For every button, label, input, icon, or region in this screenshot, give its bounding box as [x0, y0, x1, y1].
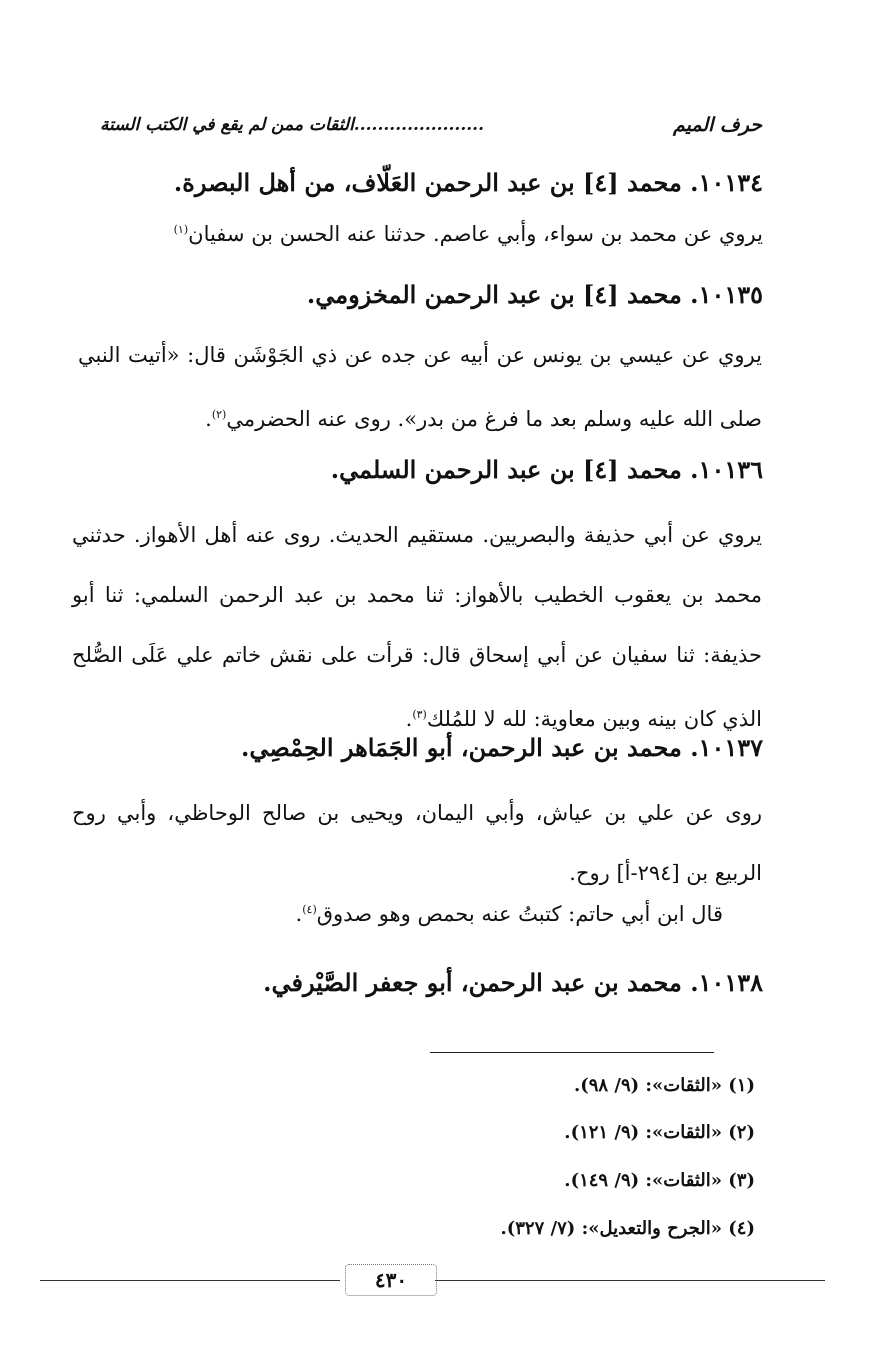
- entry-text-10137: روى عن علي بن عياش، وأبي اليمان، ويحيى بن صالح الوحاظي، وأبي روح الربيع بن [٢٩٤-أ] روح.: [72, 801, 762, 885]
- entry-title-10138: ١٠١٣٨. محمد بن عبد الرحمن، أبو جعفر الصَّيْرفي.: [263, 968, 763, 997]
- footnote-1: (١) «الثقات»: (٩/ ٩٨).: [573, 1075, 755, 1096]
- entry-text-10135-body: يروي عن عيسي بن يونس عن أبيه عن جده عن ذي الجَوْشَن قال: «أتيت النبي صلى الله عليه وسلم بعد ما فرغ من بدر». روى عنه الحضرمي: [78, 343, 762, 431]
- footnote-4: (٤) «الجرح والتعديل»: (٧/ ٣٢٧).: [500, 1218, 755, 1239]
- page-number: ٤٣٠: [345, 1264, 437, 1296]
- entry-text-10136: يروي عن أبي حذيفة والبصريين. مستقيم الحديث. روى عنه أهل الأهواز. حدثني محمد بن يعقوب الخطيب بالأهواز: ثنا محمد بن عبد الرحمن السلمي: ثنا أبو حذيفة: ثنا سفيان عن أبي إسحاق قال: قرأت على نقش خاتم علي عَلَى الصُّلح الذي كان بينه وبين معاوية: لله لا للمُلك$^{(٣)}$.: [72, 523, 762, 731]
- book-section-label: [100, 115, 484, 135]
- entry-text-10136-body: يروي عن أبي حذيفة والبصريين. مستقيم الحديث. روى عنه أهل الأهواز. حدثني محمد بن يعقوب الخطيب بالأهواز: ثنا محمد بن عبد الرحمن السلمي: ثنا أبو حذيفة: ثنا سفيان عن أبي إسحاق قال: قرأت على نقش خاتم علي عَلَى الصُّلح الذي كان بينه وبين معاوية: لله لا للمُلك: [72, 523, 762, 731]
- entry-title-10136: ١٠١٣٦. محمد [٤] بن عبد الرحمن السلمي.: [330, 455, 763, 484]
- footer-rule-right: [435, 1280, 825, 1281]
- footnote-divider: [430, 1052, 714, 1053]
- footnote-ref-4: (٤): [302, 903, 317, 916]
- entry-text-10134: [174, 222, 763, 246]
- footer-rule-left: [40, 1280, 340, 1281]
- entry-quote-10137: قال ابن أبي حاتم: كتبتُ عنه بحمص وهو صدوق$^{(٤)}$.: [295, 902, 723, 926]
- entry-title-10134: ١٠١٣٤. محمد [٤] بن عبد الرحمن العَلّاف، من أهل البصرة.: [173, 168, 763, 197]
- footnote-ref-3: (٣): [412, 708, 427, 721]
- footnote-ref-2: (٢): [211, 408, 227, 421]
- footnote-ref-1: (١): [173, 223, 189, 236]
- entry-text-10134-body: يروي عن محمد بن سواء، وأبي عاصم. حدثنا عنه الحسن بن سفيان: [188, 222, 763, 246]
- entry-title-10135: ١٠١٣٥. محمد [٤] بن عبد الرحمن المخزومي.: [306, 280, 763, 309]
- running-header: [100, 108, 762, 142]
- entry-quote-10137-body: قال ابن أبي حاتم: كتبتُ عنه بحمص وهو صدوق: [316, 902, 723, 926]
- header-dots: ......................: [353, 115, 485, 135]
- footnote-2: (٢) «الثقات»: (٩/ ١٢١).: [564, 1122, 755, 1143]
- chapter-label: حرف الميم: [673, 114, 762, 136]
- header-left-text: الثقات ممن لم يقع في الكتب الستة: [100, 115, 354, 135]
- footnote-3: (٣) «الثقات»: (٩/ ١٤٩).: [564, 1170, 755, 1191]
- page-footer: [40, 1264, 825, 1294]
- entry-title-10137: ١٠١٣٧. محمد بن عبد الرحمن، أبو الجَمَاهر الحِمْصِي.: [241, 733, 763, 762]
- entry-text-10135: يروي عن عيسي بن يونس عن أبيه عن جده عن ذي الجَوْشَن قال: «أتيت النبي صلى الله عليه وسلم بعد ما فرغ من بدر». روى عنه الحضرمي$^{(٢)}$.: [78, 343, 762, 431]
